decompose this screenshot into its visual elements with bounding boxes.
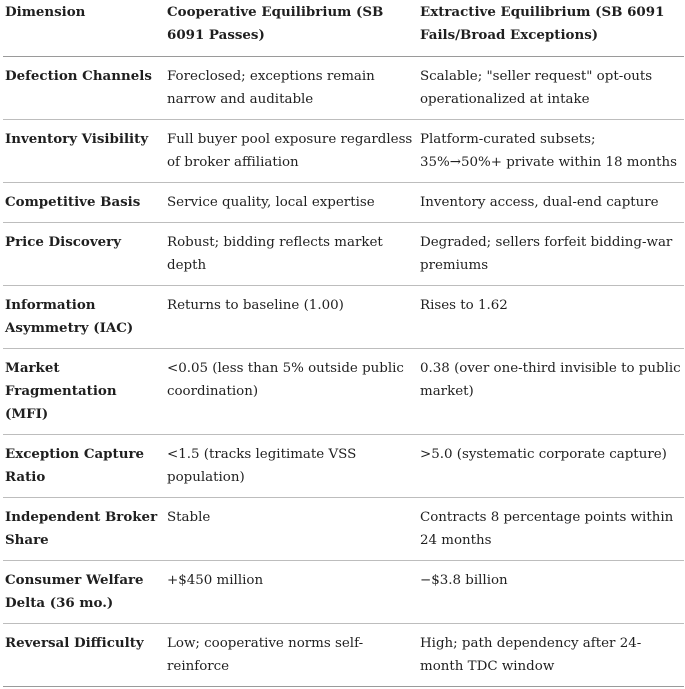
header-dimension: Dimension (3, 0, 165, 57)
row-extractive: Inventory access, dual-end capture (418, 183, 684, 223)
table-row (3, 57, 684, 120)
row-extractive: Rises to 1.62 (418, 286, 684, 349)
table-row (3, 498, 684, 561)
row-extractive: Contracts 8 percentage points within 24 months (418, 498, 684, 561)
row-extractive: Degraded; sellers forfeit bidding-war premiums (418, 223, 684, 286)
header-row (3, 0, 684, 57)
row-extractive: >5.0 (systematic corporate capture) (418, 435, 684, 498)
row-dimension: Inventory Visibility (3, 120, 165, 183)
row-dimension: Competitive Basis (3, 183, 165, 223)
table-row (3, 349, 684, 435)
row-cooperative: Foreclosed; exceptions remain narrow and auditable (165, 57, 418, 120)
row-dimension: Market Fragmentation (MFI) (3, 349, 165, 435)
row-dimension: Defection Channels (3, 57, 165, 120)
row-extractive: Scalable; "seller request" opt-outs operationalized at intake (418, 57, 684, 120)
table-row (3, 435, 684, 498)
row-dimension: Price Discovery (3, 223, 165, 286)
row-dimension: Independent Broker Share (3, 498, 165, 561)
row-extractive: −$3.8 billion (418, 561, 684, 624)
row-extractive: 0.38 (over one-third invisible to public market) (418, 349, 684, 435)
table-row (3, 120, 684, 183)
table-row (3, 223, 684, 286)
row-extractive: High; path dependency after 24-month TDC window (418, 624, 684, 687)
row-cooperative: <0.05 (less than 5% outside public coordination) (165, 349, 418, 435)
row-dimension: Consumer Welfare Delta (36 mo.) (3, 561, 165, 624)
row-cooperative: <1.5 (tracks legitimate VSS population) (165, 435, 418, 498)
row-cooperative: Returns to baseline (1.00) (165, 286, 418, 349)
row-cooperative: Service quality, local expertise (165, 183, 418, 223)
comparison-table (3, 0, 684, 687)
table-row (3, 286, 684, 349)
row-cooperative: Robust; bidding reflects market depth (165, 223, 418, 286)
row-dimension: Information Asymmetry (IAC) (3, 286, 165, 349)
table-row (3, 183, 684, 223)
row-dimension: Reversal Difficulty (3, 624, 165, 687)
table-row (3, 561, 684, 624)
row-dimension: Exception Capture Ratio (3, 435, 165, 498)
row-cooperative: Stable (165, 498, 418, 561)
row-cooperative: Low; cooperative norms self-reinforce (165, 624, 418, 687)
header-cooperative: Cooperative Equilibrium (SB 6091 Passes) (165, 0, 418, 57)
table-row (3, 624, 684, 687)
row-cooperative: +$450 million (165, 561, 418, 624)
row-cooperative: Full buyer pool exposure regardless of broker affiliation (165, 120, 418, 183)
header-extractive: Extractive Equilibrium (SB 6091 Fails/Broad Exceptions) (418, 0, 684, 57)
row-extractive: Platform-curated subsets; 35%→50%+ private within 18 months (418, 120, 684, 183)
